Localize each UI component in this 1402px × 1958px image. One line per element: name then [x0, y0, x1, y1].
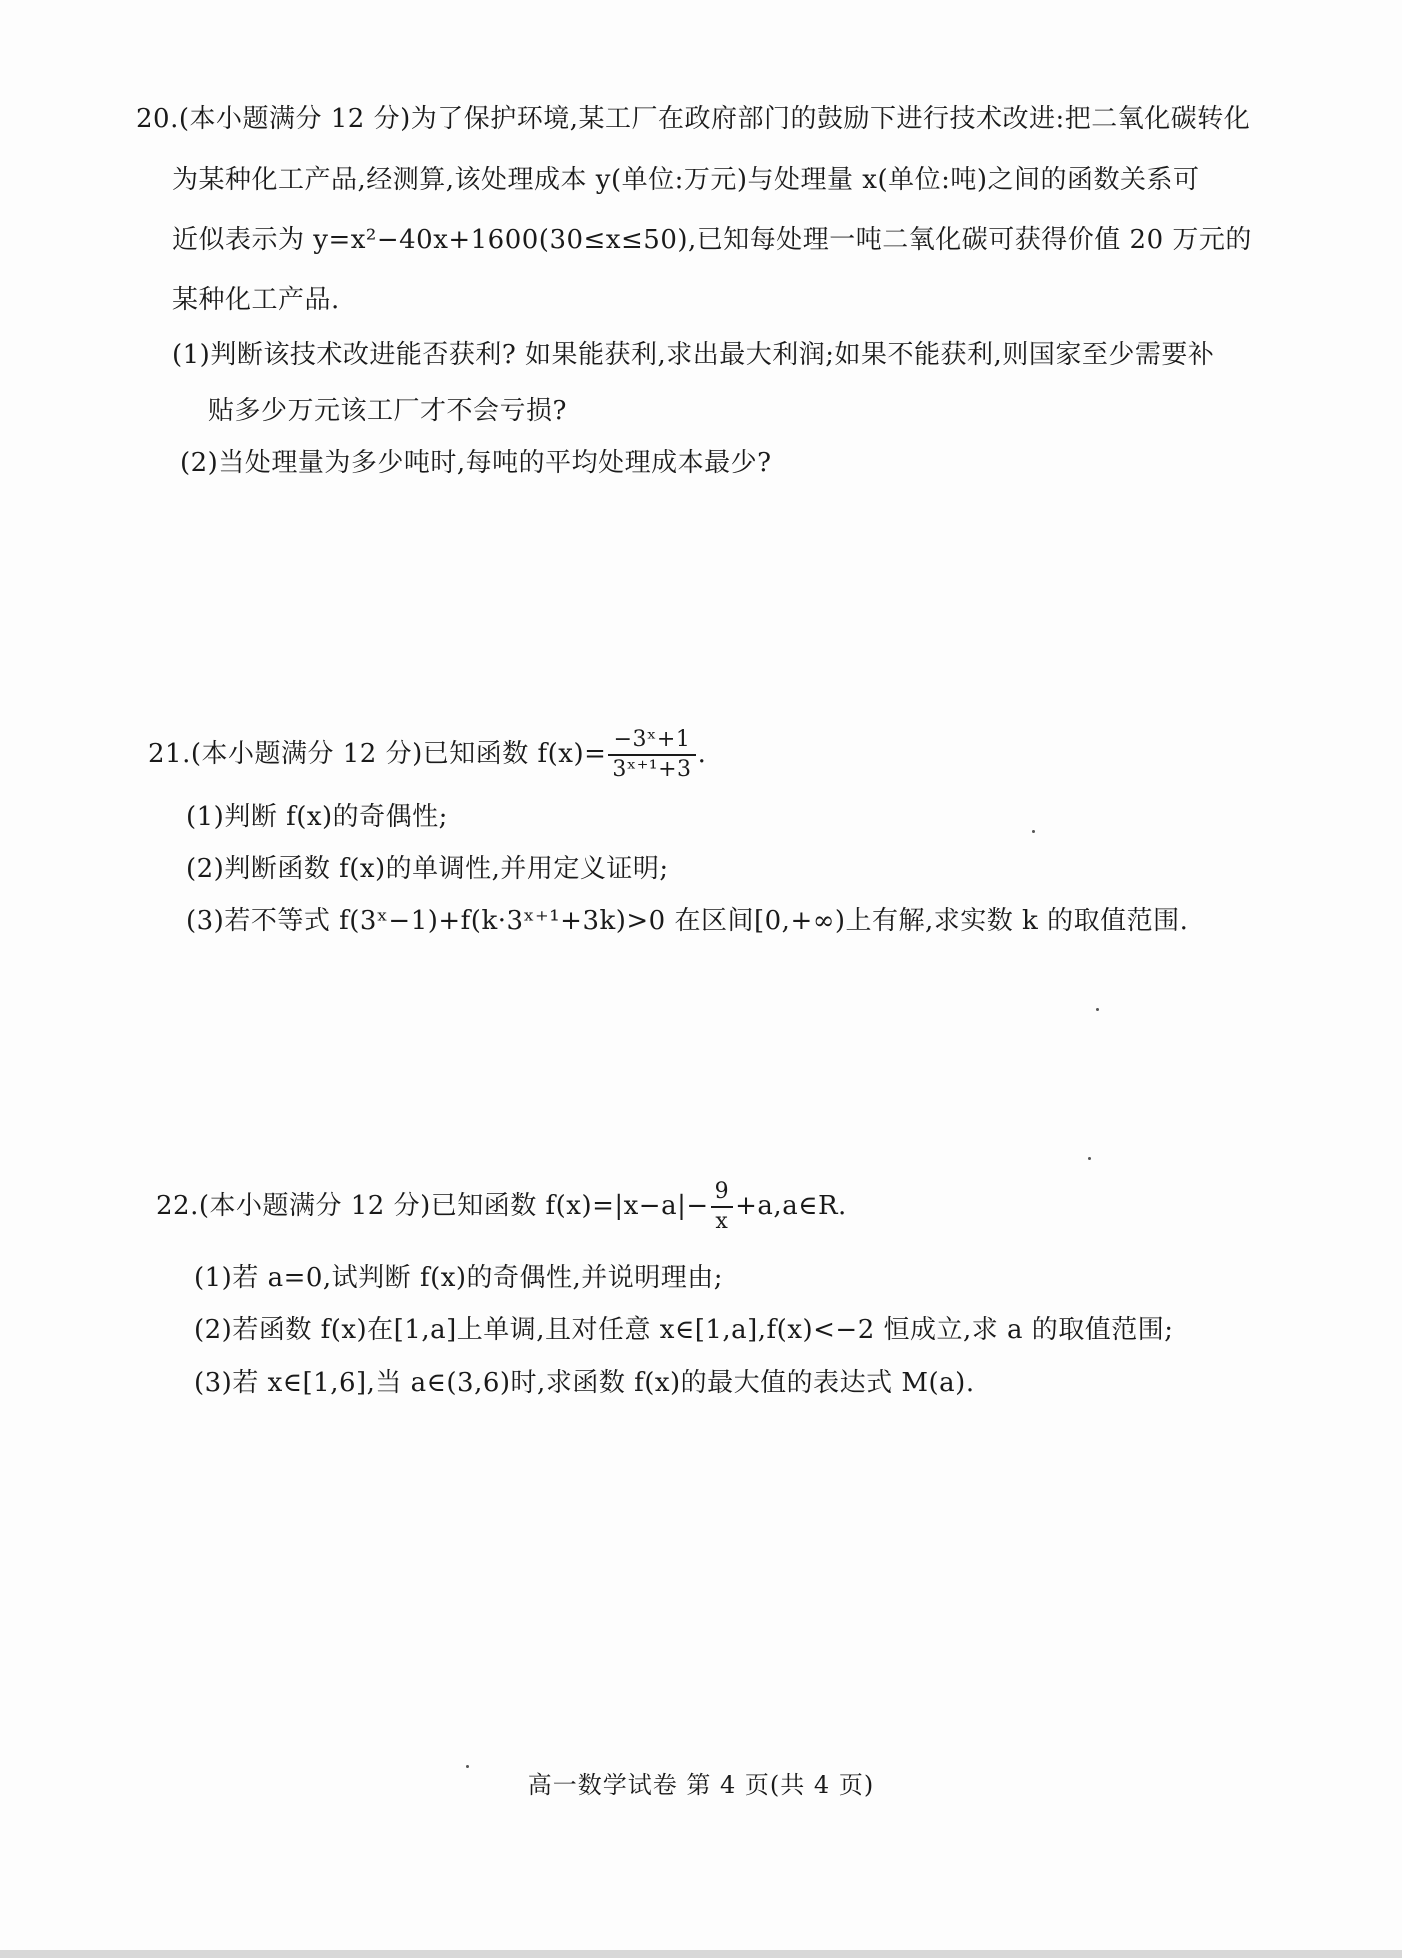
q20-line-2: 为某种化工产品,经测算,该处理成本 y(单位:万元)与处理量 x(单位:吨)之间的函数关系可 [172, 165, 1200, 195]
q20-line-4: 某种化工产品. [172, 285, 340, 315]
q21-part-3: (3)若不等式 f(3ˣ−1)+f(k·3ˣ⁺¹+3k)>0 在区间[0,+∞)上有解,求实数 k 的取值范围. [186, 906, 1189, 936]
scan-speck [1088, 1157, 1091, 1160]
page-footer: 高一数学试卷 第 4 页(共 4 页) [527, 1771, 875, 1799]
q20-part-2: (2)当处理量为多少吨时,每吨的平均处理成本最少? [180, 448, 772, 478]
q22-fraction [711, 1178, 734, 1236]
scan-speck [466, 1765, 469, 1768]
q21-part-2: (2)判断函数 f(x)的单调性,并用定义证明; [186, 854, 669, 884]
scan-speck [1096, 1008, 1099, 1011]
q21-stem-suffix: . [697, 739, 707, 769]
q22-stem-prefix: 22.(本小题满分 12 分)已知函数 f(x)=|x−a|− [156, 1191, 709, 1221]
q20-line-3: 近似表示为 y=x²−40x+1600(30≤x≤50),已知每处理一吨二氧化碳可获得价值 20 万元的 [172, 225, 1252, 255]
q22-stem [156, 1178, 847, 1236]
q20-part-1a: (1)判断该技术改进能否获利? 如果能获利,求出最大利润;如果不能获利,则国家至少需要补 [172, 340, 1215, 370]
q22-stem-suffix: +a,a∈R. [735, 1191, 847, 1221]
q22-part-1: (1)若 a=0,试判断 f(x)的奇偶性,并说明理由; [194, 1263, 724, 1293]
q22-part-3: (3)若 x∈[1,6],当 a∈(3,6)时,求函数 f(x)的最大值的表达式 M(a). [194, 1368, 975, 1398]
scan-speck [1032, 830, 1035, 833]
q21-part-1: (1)判断 f(x)的奇偶性; [186, 802, 448, 832]
scan-bottom-edge [0, 1950, 1402, 1958]
q21-fraction-numerator: −3ˣ+1 [608, 726, 695, 756]
q22-fraction-numerator: 9 [711, 1178, 734, 1208]
q21-stem-prefix: 21.(本小题满分 12 分)已知函数 f(x)= [148, 739, 607, 769]
q21-fraction [608, 726, 695, 784]
q21-fraction-denominator: 3ˣ⁺¹+3 [612, 757, 692, 782]
q20-line-1: 20.(本小题满分 12 分)为了保护环境,某工厂在政府部门的鼓励下进行技术改进:把二氧化碳转化 [136, 104, 1251, 134]
q20-part-1b: 贴多少万元该工厂才不会亏损? [208, 396, 567, 426]
q21-stem [148, 726, 706, 784]
q22-fraction-denominator: x [715, 1209, 729, 1234]
q22-part-2: (2)若函数 f(x)在[1,a]上单调,且对任意 x∈[1,a],f(x)<−2 恒成立,求 a 的取值范围; [194, 1315, 1174, 1345]
